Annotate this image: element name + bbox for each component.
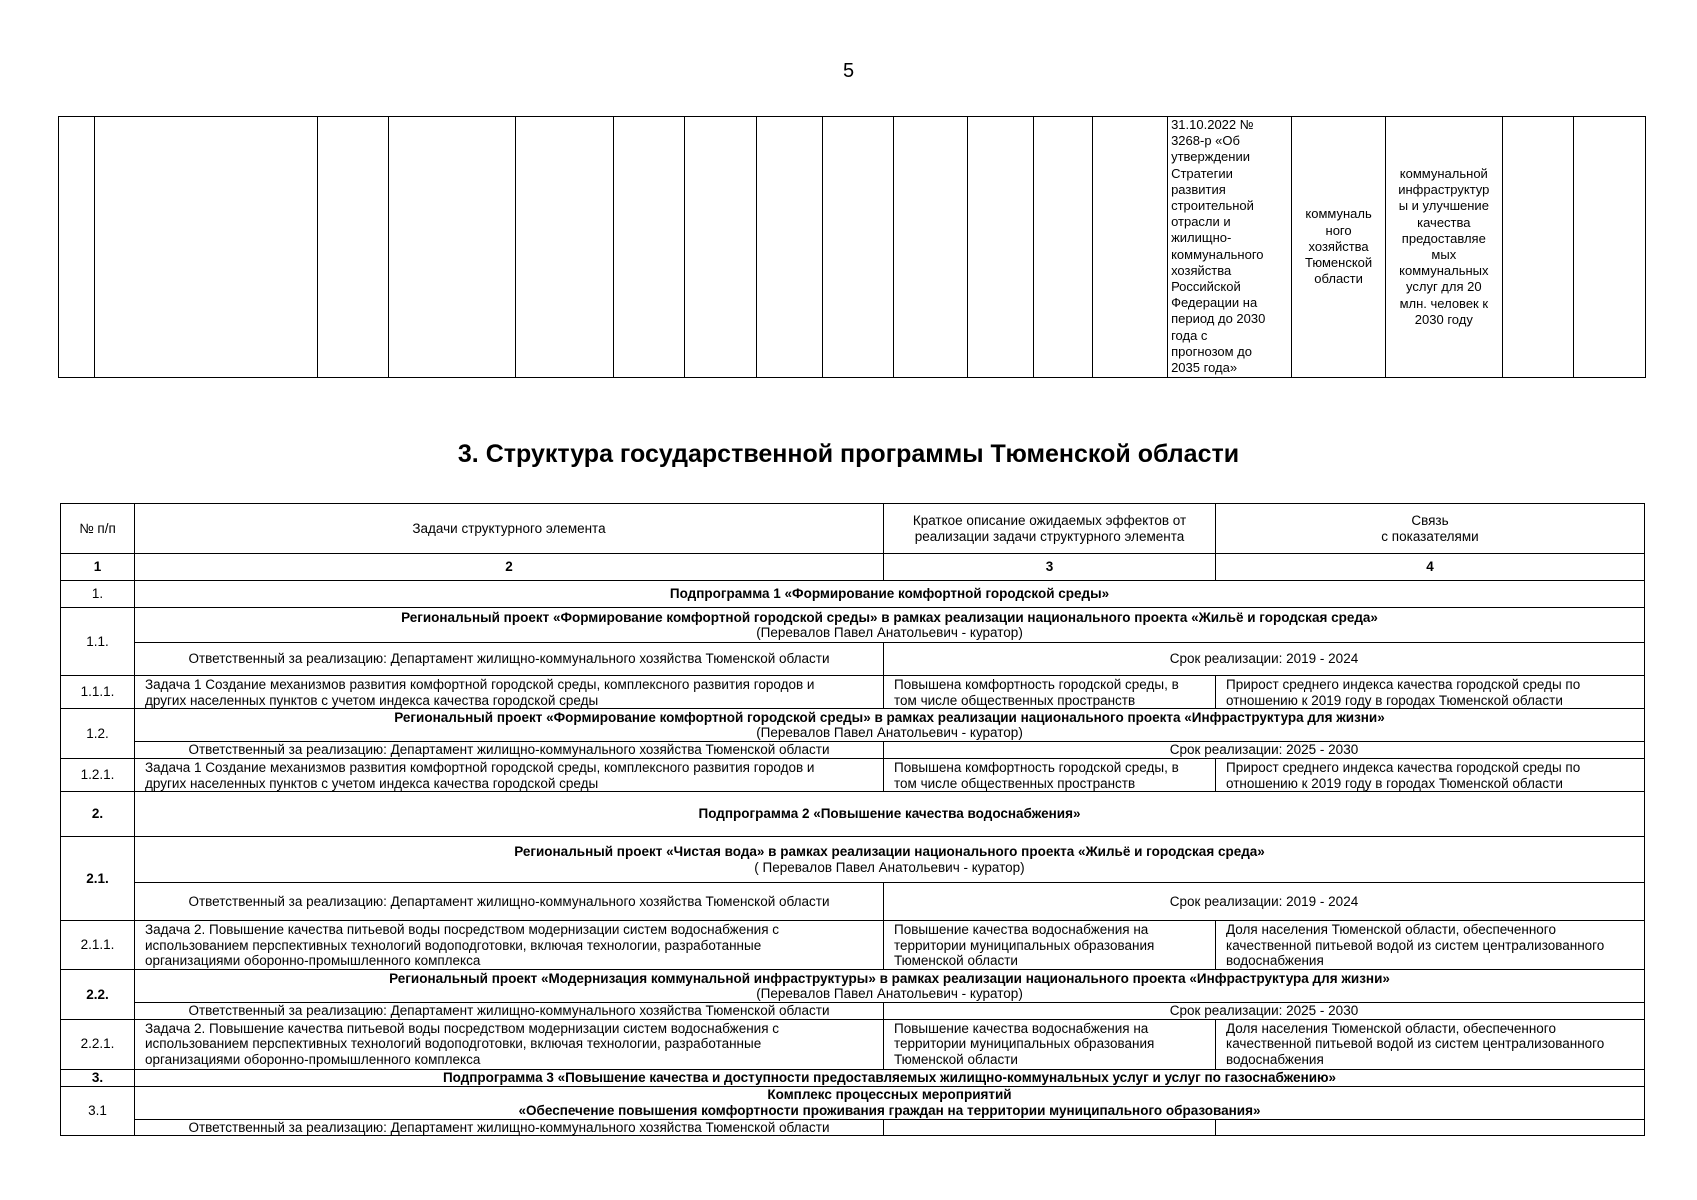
empty-cell [1574,117,1646,378]
empty-cell [59,117,95,378]
text-line: Задача 1 Создание механизмов развития комфортной городской среды, комплексного развития городов и [145,677,815,692]
text-line: Задача 2. Повышение качества питьевой воды посредством модернизации систем водоснабжения с [145,922,780,937]
header-links [1216,504,1645,554]
project-title: Региональный проект «Чистая вода» в рамках реализации национального проекта «Жильё и городская среда» [514,844,1265,859]
term-text: Срок реализации: 2025 - 2030 [884,1003,1645,1020]
responsible-text: Ответственный за реализацию: Департамент жилищно-коммунального хозяйства Тюменской области [135,643,884,676]
text-line: Федерации на [1171,295,1258,311]
header-row [61,504,1645,554]
text-line: коммунальной [1399,165,1488,181]
text-line: услуг для 20 [1406,279,1482,295]
text-line: реализации задачи структурного элемента [914,528,1185,544]
text-line: 2030 году [1414,311,1473,327]
effect-cell [884,1019,1216,1069]
project-title-cell [135,608,1645,643]
project-curator: (Перевалов Павел Анатольевич - куратор) [756,986,1023,1001]
text-line: утверждении [1171,149,1250,165]
text-line: инфраструктур [1398,182,1490,198]
process-complex-title [135,1086,1645,1119]
empty-cell [756,117,822,378]
text-line: качества [1417,214,1471,230]
page-number: 5 [842,60,855,82]
department-cell [1292,117,1386,378]
subprogram-title: Подпрограмма 3 «Повышение качества и доступности предоставляемых жилищно-коммунальных услуг и услуг по газоснабжению» [135,1069,1645,1086]
project-title: Региональный проект «Формирование комфортной городской среды» в рамках реализации национального проекта «Инфраструктура для жизни» [394,709,1385,725]
text-line: качественной питьевой водой из систем централизованного [1226,937,1605,953]
text-line: других населенных пунктов с учетом индекса качества городской среды [145,692,599,708]
header-tasks: Задачи структурного элемента [135,504,884,554]
empty-cell [822,117,894,378]
text-line: период до 2030 [1171,311,1266,327]
row-number: 1.1. [61,608,135,676]
text-line: Связь [1411,513,1449,528]
text-line: том числе общественных пространств [894,775,1136,791]
row-number: 2.2. [61,970,135,1020]
term-text: Срок реализации: 2019 - 2024 [884,883,1645,921]
process-complex-row [61,1086,1645,1119]
project-title-cell [135,709,1645,742]
column-number-row [61,554,1645,581]
row-number: 1.2. [61,709,135,759]
project-curator: ( Перевалов Павел Анатольевич - куратор) [754,859,1025,875]
goal-cell [1385,117,1502,378]
text-line: млн. человек к [1399,295,1489,311]
responsible-text: Ответственный за реализацию: Департамент жилищно-коммунального хозяйства Тюменской области [135,883,884,921]
text-line: Российской [1171,279,1241,295]
continuation-row [59,117,1646,378]
row-number: 1.1.1. [61,676,135,709]
empty-cell [884,1119,1216,1136]
subprogram-row [61,581,1645,608]
empty-cell [1502,117,1574,378]
text-line: отношению к 2019 году в городах Тюменской области [1226,775,1563,791]
text-line: коммунального [1171,246,1264,262]
effect-cell [884,759,1216,792]
text-line: хозяйства [1308,238,1369,254]
task-row [61,921,1645,970]
responsible-row [61,742,1645,759]
project-row [61,709,1645,742]
text-line: 2035 года» [1171,360,1238,376]
empty-cell [515,117,613,378]
text-line: хозяйства [1171,262,1232,278]
empty-cell [685,117,757,378]
task-row [61,676,1645,709]
text-line: территории муниципальных образования [894,1036,1155,1051]
project-title-cell [135,970,1645,1003]
task-cell [135,759,884,792]
text-line: Повышение качества водоснабжения на [894,922,1149,937]
responsible-row [61,643,1645,676]
project-curator: (Перевалов Павел Анатольевич - куратор) [756,625,1023,640]
text-line: Тюменской области [894,1051,1018,1067]
text-line: Повышена комфортность городской среды, в [894,677,1179,692]
continuation-table [58,116,1646,378]
effect-cell [884,921,1216,970]
section-title: 3. Структура государственной программы Тюменской области [457,440,1240,468]
header-effects [884,504,1216,554]
text-line: водоснабжения [1226,1051,1324,1067]
text-line: Комплекс процессных мероприятий [767,1087,1012,1102]
row-number: 2.1.1. [61,921,135,970]
text-line: водоснабжения [1226,953,1324,968]
responsible-row [61,1003,1645,1020]
term-text: Срок реализации: 2019 - 2024 [884,643,1645,676]
empty-cell [894,117,968,378]
column-number: 4 [1216,554,1645,581]
responsible-text: Ответственный за реализацию: Департамент жилищно-коммунального хозяйства Тюменской области [135,1003,884,1020]
empty-cell [613,117,685,378]
term-text: Срок реализации: 2025 - 2030 [884,742,1645,759]
task-cell [135,676,884,709]
empty-cell [389,117,515,378]
project-row [61,970,1645,1003]
column-number: 1 [61,554,135,581]
row-number: 2.1. [61,837,135,921]
strategy-document-cell [1168,117,1292,378]
subprogram-row [61,792,1645,837]
project-title-cell [135,837,1645,883]
column-number: 2 [135,554,884,581]
indicator-link-cell [1216,759,1645,792]
responsible-text: Ответственный за реализацию: Департамент жилищно-коммунального хозяйства Тюменской области [135,1119,884,1136]
responsible-row [61,1119,1645,1136]
text-line: мых [1431,247,1457,262]
text-line: использованием перспективных технологий водоподготовки, включая технологии, разработанные [145,1036,762,1051]
text-line: Задача 1 Создание механизмов развития комфортной городской среды, комплексного развития городов и [145,760,815,775]
project-row [61,837,1645,883]
text-line: ного [1325,222,1352,238]
text-line: года с [1171,327,1208,343]
structure-table [60,503,1645,1136]
row-number: 3. [61,1069,135,1086]
text-line: организациями оборонно-промышленного комплекса [145,1051,481,1067]
text-line: Доля населения Тюменской области, обеспеченного [1226,922,1556,937]
text-line: территории муниципальных образования [894,937,1155,953]
text-line: Тюменской [1305,255,1373,271]
project-row [61,608,1645,643]
task-cell [135,921,884,970]
indicator-link-cell [1216,1019,1645,1069]
column-number: 3 [884,554,1216,581]
text-line: строительной [1171,198,1254,214]
row-number: 2.2.1. [61,1019,135,1069]
indicator-link-cell [1216,921,1645,970]
responsible-text: Ответственный за реализацию: Департамент жилищно-коммунального хозяйства Тюменской области [135,742,884,759]
text-line: других населенных пунктов с учетом индекса качества городской среды [145,775,599,791]
subprogram-title: Подпрограмма 2 «Повышение качества водоснабжения» [135,792,1645,837]
text-line: развития [1171,181,1226,197]
text-line: Прирост среднего индекса качества городской среды по [1226,677,1581,692]
text-line: прогнозом до [1171,343,1252,359]
empty-cell [968,117,1034,378]
project-title: Региональный проект «Модернизация коммунальной инфраструктуры» в рамках реализации национального проекта «Инфраструктура для жизни» [389,970,1390,986]
text-line: с показателями [1381,528,1479,544]
empty-cell [1216,1119,1645,1136]
text-line: Повышение качества водоснабжения на [894,1020,1149,1036]
text-line: Тюменской области [894,953,1018,968]
text-line: ы и улучшение [1398,198,1489,214]
empty-cell [1093,117,1168,378]
text-line: Повышена комфортность городской среды, в [894,760,1179,775]
row-number: 2. [61,792,135,837]
text-line: жилищно- [1171,230,1232,246]
text-line: коммуналь [1305,206,1372,222]
empty-cell [1034,117,1093,378]
text-line: отношению к 2019 году в городах Тюменской области [1226,692,1563,708]
text-line: Краткое описание ожидаемых эффектов от [912,513,1187,528]
task-row [61,1019,1645,1069]
responsible-row [61,883,1645,921]
text-line: Стратегии [1171,165,1233,181]
subprogram-title: Подпрограмма 1 «Формирование комфортной городской среды» [135,581,1645,608]
project-curator: (Перевалов Павел Анатольевич - куратор) [756,725,1023,740]
text-line: Доля населения Тюменской области, обеспеченного [1226,1020,1556,1036]
indicator-link-cell [1216,676,1645,709]
row-number: 1.2.1. [61,759,135,792]
text-line: 31.10.2022 № [1171,117,1254,132]
project-title: Региональный проект «Формирование комфортной городской среды» в рамках реализации национального проекта «Жильё и городская среда» [401,609,1378,625]
text-line: Прирост среднего индекса качества городской среды по [1226,760,1581,775]
subprogram-row [61,1069,1645,1086]
text-line: коммунальных [1399,263,1489,279]
row-number: 1. [61,581,135,608]
text-line: области [1314,271,1363,287]
row-number: 3.1 [61,1086,135,1136]
task-row [61,759,1645,792]
empty-cell [317,117,389,378]
text-line: том числе общественных пространств [894,692,1136,708]
text-line: «Обеспечение повышения комфортности проживания граждан на территории муниципального образования» [518,1102,1261,1118]
task-cell [135,1019,884,1069]
empty-cell [94,117,317,378]
text-line: организациями оборонно-промышленного комплекса [145,953,481,968]
text-line: 3268-р «Об [1171,133,1240,149]
header-num: № п/п [61,504,135,554]
text-line: отрасли и [1171,214,1231,230]
text-line: Задача 2. Повышение качества питьевой воды посредством модернизации систем водоснабжения с [145,1020,780,1036]
text-line: предоставляе [1401,230,1486,246]
text-line: использованием перспективных технологий водоподготовки, включая технологии, разработанные [145,937,762,953]
text-line: качественной питьевой водой из систем централизованного [1226,1036,1605,1051]
effect-cell [884,676,1216,709]
